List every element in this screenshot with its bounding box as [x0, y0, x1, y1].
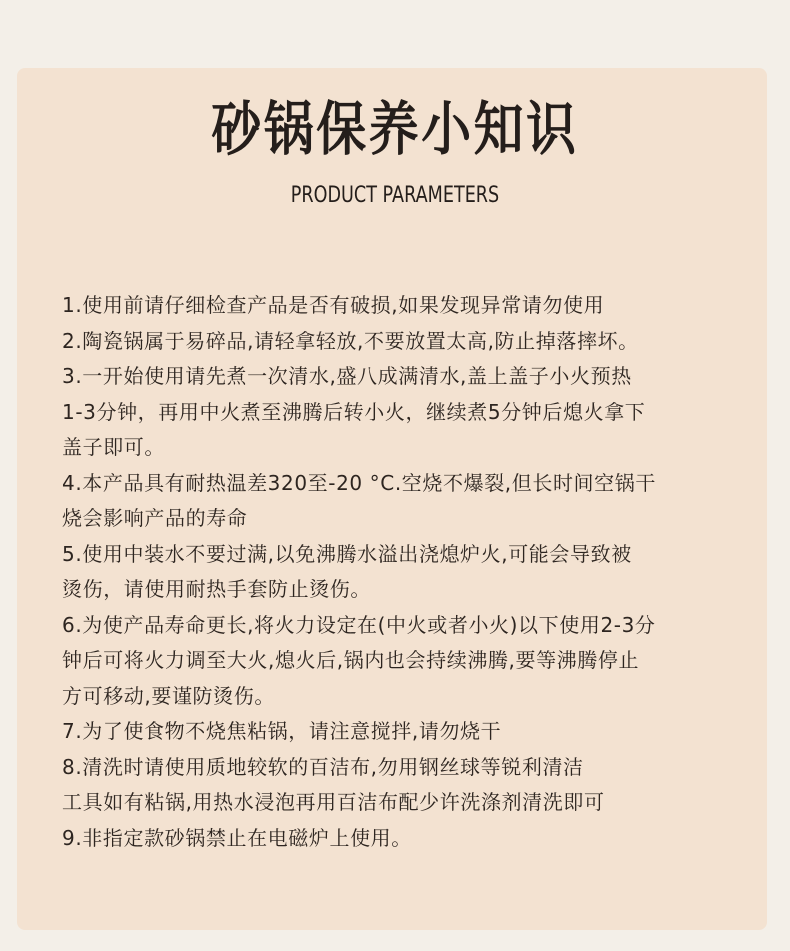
instruction-line: 烧会影响产品的寿命: [62, 506, 248, 530]
instruction-line: 烫伤，请使用耐热手套防止烫伤。: [62, 577, 371, 601]
page-subtitle: PRODUCT PARAMETERS: [290, 183, 500, 208]
instruction-line: 1-3分钟，再用中火煮至沸腾后转小火，继续煮5分钟后熄火拿下: [62, 399, 646, 424]
care-instructions: [62, 288, 752, 856]
instruction-line: 6.为使产品寿命更长,将火力设定在(中火或者小火)以下使用2-3分: [62, 612, 656, 637]
instruction-line: 钟后可将火力调至大火,熄火后,锅内也会持续沸腾,要等沸腾停止: [62, 648, 640, 672]
page-title: 砂锅保养小知识: [211, 95, 579, 163]
instruction-line: 方可移动,要谨防烫伤。: [62, 683, 275, 708]
instruction-line: 1.使用前请仔细检查产品是否有破损,如果发现异常请勿使用: [62, 293, 605, 317]
instruction-line: 3.一开始使用请先煮一次清水,盛八成满清水,盖上盖子小火预热: [62, 364, 632, 388]
instruction-line: 5.使用中装水不要过满,以免沸腾水溢出浇熄炉火,可能会导致被: [62, 541, 632, 566]
instruction-line: 4.本产品具有耐热温差320至-20 °C.空烧不爆裂,但长时间空锅干: [62, 470, 656, 495]
instruction-line: 2.陶瓷锅属于易碎品,请轻拿轻放,不要放置太高,防止掉落摔坏。: [62, 328, 639, 353]
instruction-line: 9.非指定款砂锅禁止在电磁炉上使用。: [62, 825, 412, 850]
instruction-line: 8.清洗时请使用质地较软的百洁布,勿用钢丝球等锐利清洁: [62, 754, 584, 779]
instruction-line: 工具如有粘锅,用热水浸泡再用百洁布配少许洗涤剂清洗即可: [62, 790, 605, 814]
instruction-line: 盖子即可。: [62, 435, 165, 459]
instruction-line: 7.为了使食物不烧焦粘锅，请注意搅拌,请勿烧干: [62, 719, 502, 743]
